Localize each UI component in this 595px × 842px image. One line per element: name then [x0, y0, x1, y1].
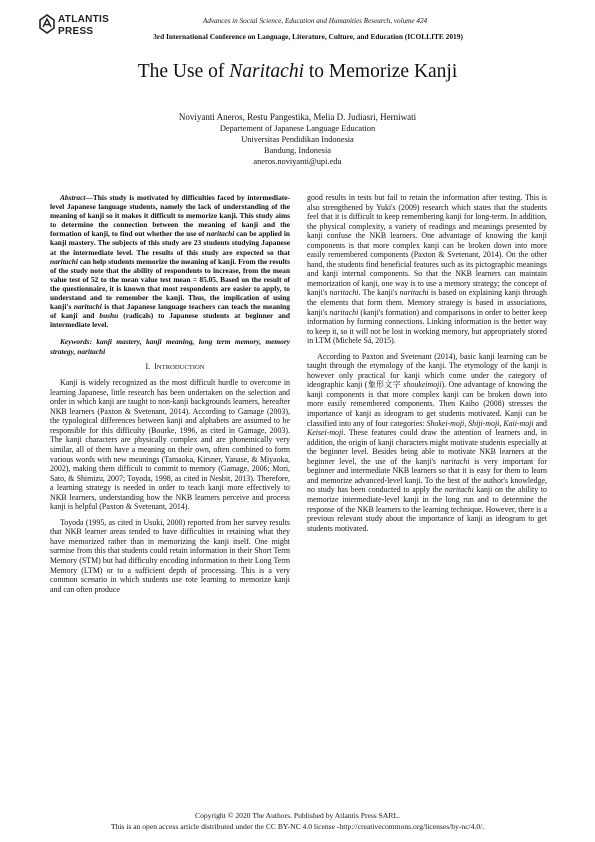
- atlantis-press-logo-icon: [38, 14, 56, 34]
- journal-header: Advances in Social Science, Education and Humanities Research, volume 424: [202, 17, 428, 25]
- text-run: . The kanji's: [358, 288, 400, 298]
- abstract-label: Abstract: [60, 193, 86, 202]
- footer-copyright: Copyright © 2020 The Authors. Published by Atlantis Press SARL.: [195, 811, 400, 820]
- author-list: Noviyanti Aneros, Restu Pangestika, Melia D. Judiasri, Herniwati: [178, 112, 417, 122]
- section-heading-introduction: [50, 362, 290, 373]
- title-part: The Use of: [137, 61, 230, 82]
- author-email: aneros.noviyanti@upi.edu: [253, 157, 342, 166]
- keywords-label: Keywords:: [60, 337, 93, 347]
- logo-text-line2: PRESS: [58, 26, 94, 37]
- text-run: and: [533, 418, 547, 428]
- text-run: ). One advantage of knowing the kanji components is that more complex kanji can be broken down into more easily remembered components. Then Kaiho (2008) stresses the importance of kanji as ideogram to get students motivated. Kanji can be classified into any of four categories:: [307, 380, 547, 428]
- text-run: According to Paxton and Svetenant (2014), basic kanji learning can be taught through the etymology of the kanji. The etymology of the kanji is however only practical for kanji which come under the category of ideographic kanji (象形文字: [307, 351, 547, 390]
- abstract-text: can be applied in kanji mastery. The subjects of this study are 23 students studying Japanese at the intermediate level. The results of this study are expected so that: [50, 229, 290, 257]
- publisher-logo: [38, 12, 110, 40]
- text-run: (kanji's formation) and comparisons in order to better keep information by forming connections. Linking information is the better way to keep it, so it will not be lost in working memory, but appropriately stored in LTM (Michele Sá, 2015).: [307, 307, 548, 346]
- body-paragraph: [307, 193, 547, 346]
- body-paragraph: [307, 352, 547, 533]
- emphasis: Keisei-moji: [307, 428, 344, 438]
- text-run: . These features could draw the attention of learners and, in addition, the origin of kanji characters might motivate students especially at the beginner level. Besides being able to motivate NKB learners at the beginner level, the use of the kanji's: [307, 428, 547, 466]
- abstract-emphasis: naritachi: [50, 256, 78, 266]
- footer-license: This is an open access article distributed under the CC BY-NC 4.0 license -http://creativecommons.org/licenses/by-nc/4.0/.: [110, 822, 485, 831]
- text-run: is very important for beginner and intermediate NKB learners so that it is easy for them to learn and memorize advanced-level kanji. To the best of the author's knowledge, no study has been conducted to apply the: [307, 456, 547, 495]
- text-run: kanji on the ability to memorize intermediate-level kanji in the long run and to determine the response of the NKB learners to the learning technique. However, there is a previous relevant study about the importance of kanji as ideogram to get students motivated.: [307, 485, 547, 533]
- emphasis: naritachi: [444, 485, 474, 495]
- keywords: [50, 337, 290, 355]
- text-run: good results in tests but fail to retain the information after testing. This is also strengthened by Yuki's (2009) research which states that the students feel that it is difficult to keep remembering kanji for long-term. In addition, the physical complexity, a variety of readings and meanings presented by kanji confuse the NKB learners. One advantage of knowing the kanji components is that more complex kanji can be broken down into more easily remembered components (Paxton & Svetenant, 2014). On the other hand, the students find beneficial features such as its pictographic meanings and kanji internal components. So that the NKB learners can maintain memorization of kanji, one way is to use a memory strategy; the concept of kanji's: [307, 193, 547, 298]
- emphasis: naritachi: [399, 288, 429, 298]
- section-title-initial: I: [154, 361, 157, 371]
- logo-text-line1: ATLANTIS: [58, 14, 110, 25]
- keywords-text: kanji mastery, kanji meaning, long term memory, memory strategy, naritachi: [50, 337, 290, 356]
- abstract-text: (radicals) to Japanese students at beginner and intermediate level.: [50, 311, 290, 330]
- affiliation-department: Departement of Japanese Language Education: [219, 124, 376, 133]
- emphasis: naritachi: [440, 456, 470, 466]
- emphasis: shoukeimoji: [403, 380, 442, 390]
- emphasis: naritachi: [329, 288, 359, 298]
- abstract-emphasis: naritachi: [206, 229, 235, 239]
- body-paragraph: Toyoda (1995, as cited in Usuki, 2000) reported from her survey results that NKB learner areas tended to have difficulties in retaining what they have memorized rather than in memorizing the kanji itself. One might surmise from this that students could retain information in their Short Term Memory (STM) but had difficulty encoding information to their Long Term Memory (LTM) or to a sufficient depth of processing. This is a very common scenario in which students use rote learning to memorize kanji and can often produce: [50, 517, 290, 594]
- abstract-text: is that Japanese language teachers can teach the meaning of kanji and: [50, 302, 290, 321]
- abstract-emphasis: bushu: [99, 311, 119, 321]
- right-column: [307, 193, 547, 533]
- text-run: is based on explaining kanji through the elements that form them. Memory strategy is based in associations, kanji's: [307, 288, 547, 317]
- emphasis: naritachi: [329, 307, 359, 317]
- abstract: [50, 193, 290, 329]
- emphasis: Shokei-moji, Shiji-moji, Kaii-moji: [426, 418, 534, 428]
- title-part: to Memorize Kanji: [304, 61, 458, 82]
- affiliation-city: Bandung, Indonesia: [264, 146, 331, 155]
- paper-title: [60, 61, 535, 83]
- abstract-text: can help students memorize the meaning of kanji. From the results of the study note that the ability of respondents to increase, from the mean value test of 52 to the mean value test mean = 85.05. Based on the result of the questionnaire, it is known that most respondents are easier to apply, to understand and to remember the kanji. Thus, the implication of using kanji's: [50, 256, 290, 312]
- title-emphasis: Naritachi: [229, 61, 305, 82]
- body-paragraph: Kanji is widely recognized as the most difficult hurdle to overcome in learning Japanese, little research has been undertaken on the selection and order in which kanji are taught to non-kanji backgrounds learners, hereafter NKB learners (Paxton & Svetenant, 2014). According to Gamage (2003), the typological differences between kanji and alphabets are assumed to be responsible for this difficulty (Bourke, 1996, as cited in Gamage, 2003). The kanji characters are physically complex and are phonemically very similar, all of them have a meaning on their own, often combined to form various words with new meanings (Tamaoka, Kirsner, Yanase, & Miyaoka, 2002), making them difficult to commit to memory (Gamage, 2006; Mori, Sato, & Shimizu, 2007; Toyoda, 1998, as cited in Nesbit, 2013). Therefore, a learning strategy is needed in order to teach kanji more effectively to NKB learners, understanding how the NKB learners perceive and process kanji is helpful (Paxton & Svetenant, 2014).: [50, 378, 290, 512]
- conference-header: 3rd International Conference on Language, Literature, Culture, and Education (ICOLLITE 2019): [153, 32, 463, 41]
- abstract-text: —This study is motivated by difficulties faced by intermediate-level Japanese language students, namely the lack of understanding of the meaning of kanji so it makes it difficult to memorize kanji. This study aims to determine the connection between the meaning of kanji and the formation of kanji, to find out whether the use of: [50, 193, 290, 239]
- affiliation-university: Universitas Pendidikan Indonesia: [241, 135, 354, 144]
- left-column: [50, 193, 290, 594]
- section-title-rest: NTRODUCTION: [156, 363, 205, 371]
- section-numeral: I.: [145, 361, 151, 371]
- abstract-emphasis: naritachi: [73, 302, 102, 312]
